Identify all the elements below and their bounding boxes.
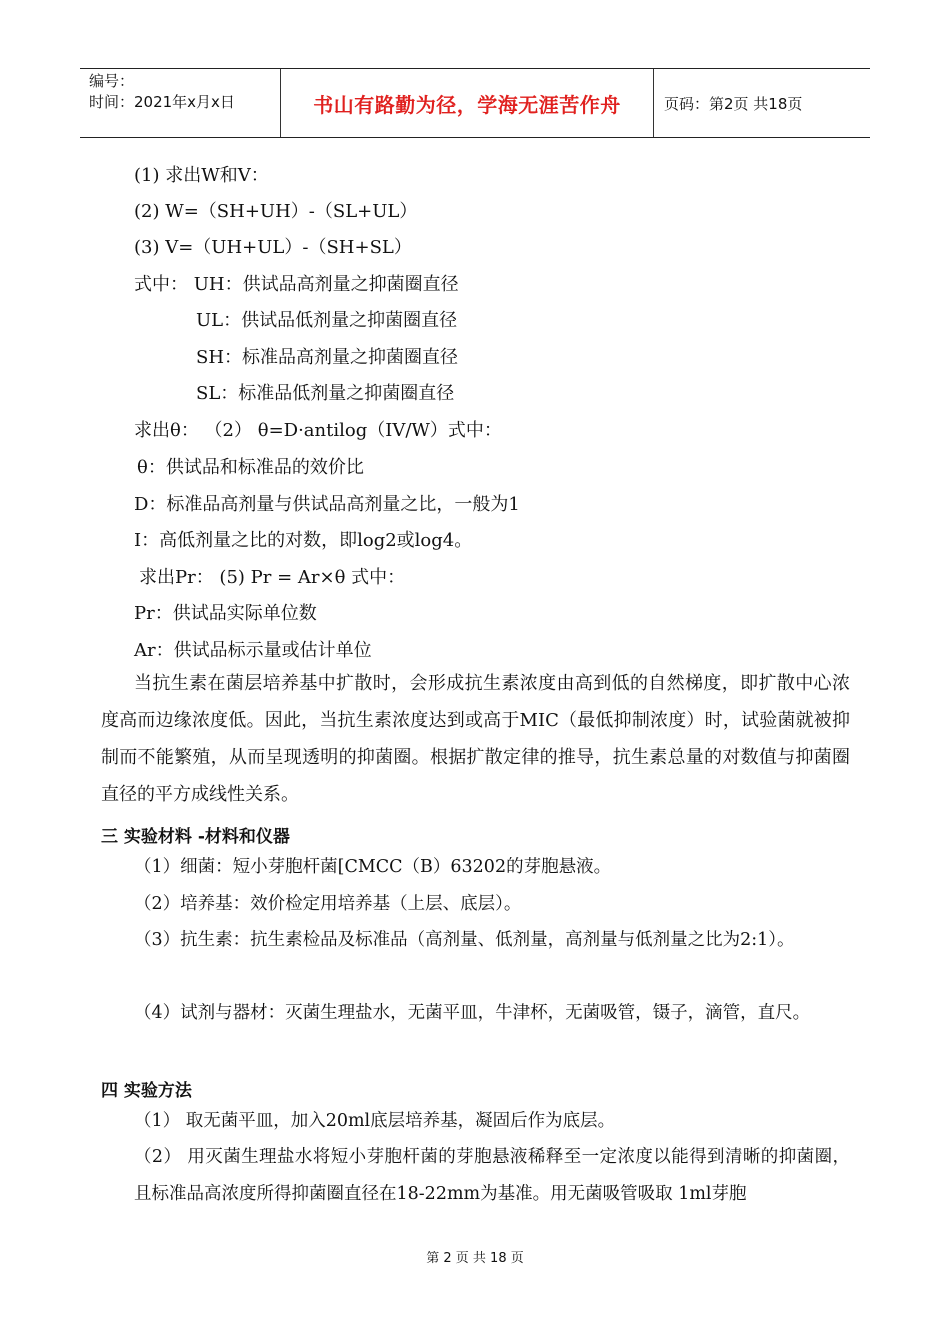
method-item: （2） 用灭菌生理盐水将短小芽胞杆菌的芽胞悬液稀释至一定浓度以能得到清晰的抑菌圈，且标准品高浓度所得抑菌圈直径在18-22mm为基准。用无菌吸管吸取 1ml芽胞 [134,1147,850,1204]
header-meta [80,69,281,137]
formula-line: (2) W=（SH+UH）-（SL+UL） [134,201,418,222]
motto: 书山有路勤为径，学海无涯苦作舟 [313,92,621,117]
material-item: （4）试剂与器材：灭菌生理盐水，无菌平皿，牛津杯，无菌吸管，镊子，滴管，直尺。 [134,1003,811,1023]
formula-line: Ar：供试品标示量或估计单位 [134,640,372,661]
code-label: 编号： [89,72,135,90]
method-item: （1） 取无菌平皿，加入20ml底层培养基，凝固后作为底层。 [134,1111,616,1131]
formula-line: θ：供试品和标准品的效价比 [137,457,364,478]
header-motto-cell [281,69,654,137]
page-header [80,68,870,138]
formula-line: SL：标准品低剂量之抑菌圈直径 [196,383,455,404]
formula-line: (1) 求出W和V： [134,165,269,186]
formula-line: I：高低剂量之比的对数，即log2或log4。 [134,530,473,551]
principle-paragraph: 当抗生素在菌层培养基中扩散时，会形成抗生素浓度由高到低的自然梯度，即扩散中心浓度高而边缘浓度低。因此，当抗生素浓度达到或高于MIC（最低抑制浓度）时，试验菌就被抑制而不能繁殖，从而呈现透明的抑菌圈。根据扩散定律的推导，抗生素总量的对数值与抑菌圈直径的平方成线性关系。 [101,673,850,805]
formula-line: Pr：供试品实际单位数 [134,603,317,624]
material-item: （3）抗生素：抗生素检品及标准品（高剂量、低剂量，高剂量与低剂量之比为2:1）。 [134,930,795,950]
page-info: 页码：第2页 共18页 [664,94,803,113]
formula-line: 式中： UH：供试品高剂量之抑菌圈直径 [134,274,459,295]
formula-line: D：标准品高剂量与供试品高剂量之比，一般为1 [134,494,520,515]
material-item: （2）培养基：效价检定用培养基（上层、底层）。 [134,894,522,914]
formula-line: UL：供试品低剂量之抑菌圈直径 [196,310,458,331]
material-item: （1）细菌：短小芽胞杆菌[CMCC（B）63202的芽胞悬液。 [134,857,612,877]
header-page-cell [654,69,870,137]
formula-line: SH：标准品高剂量之抑菌圈直径 [196,347,459,368]
page-footer: 第 2 页 共 18 页 [426,1251,524,1266]
section-title-methods: 四 实验方法 [101,1081,192,1101]
formula-line: 求出θ： （2） θ=D·antilog（IV/W）式中： [134,420,502,441]
date-label: 时间：2021年x月x日 [89,93,235,111]
formula-line: 求出Pr： (5) Pr = Ar×θ 式中： [139,567,406,588]
formula-line: (3) V=（UH+UL）-（SH+SL） [134,237,412,258]
section-title-materials: 三 实验材料 -材料和仪器 [101,827,290,847]
